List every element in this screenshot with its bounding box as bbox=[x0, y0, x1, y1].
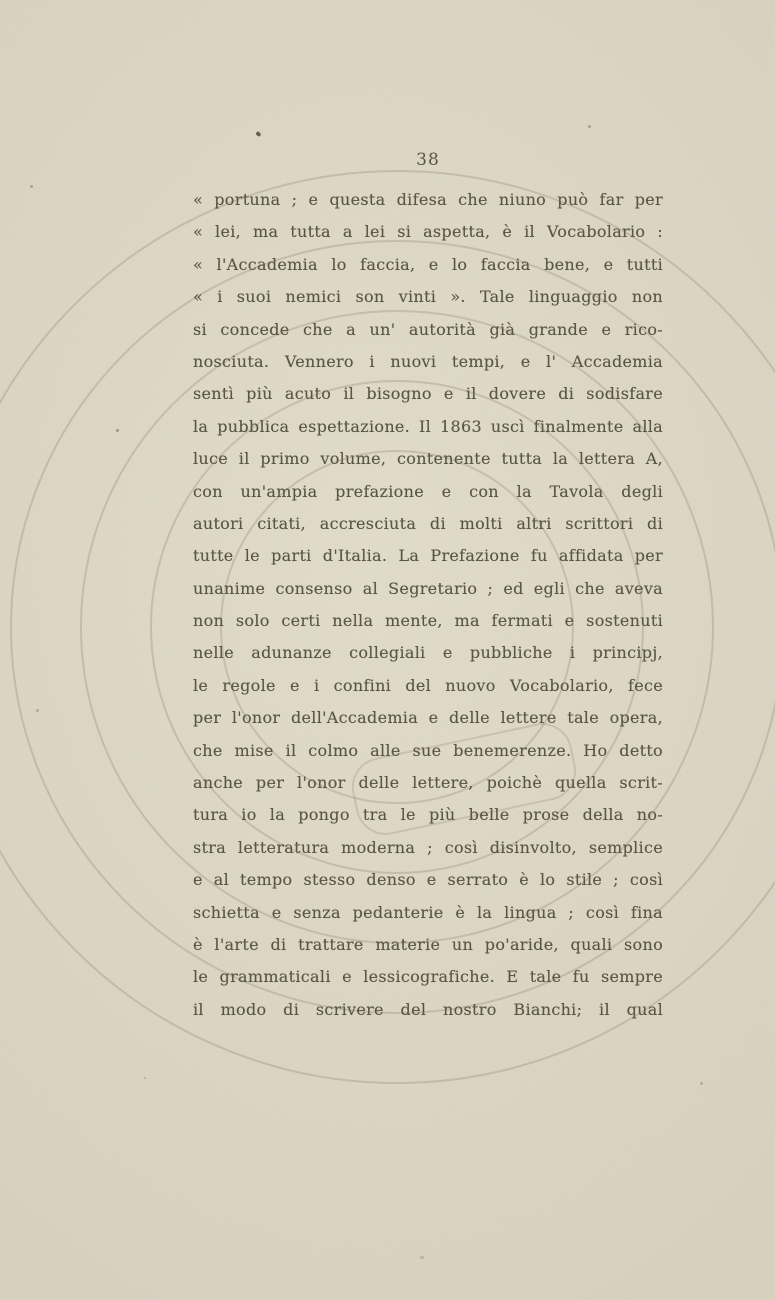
text-line: « portuna ; e questa difesa che niuno può far per bbox=[193, 190, 663, 209]
text-line: con un'ampia prefazione e con la Tavola degli bbox=[193, 481, 663, 501]
text-line: « l'Accademia lo faccia, e lo faccia bene, e tutti bbox=[193, 254, 663, 274]
text-line: autori citati, accresciuta di molti altri scrittori di bbox=[193, 513, 663, 533]
text-line: che mise il colmo alle sue benemerenze. Ho detto bbox=[193, 740, 663, 760]
page-number: 38 bbox=[416, 150, 440, 170]
ink-speck bbox=[700, 1082, 703, 1085]
text-line: la pubblica espettazione. Il 1863 uscì finalmente alla bbox=[193, 416, 663, 436]
text-line: nelle adunanze collegiali e pubbliche i principj, bbox=[193, 643, 663, 663]
text-line: le grammaticali e lessicografiche. E tale fu sempre bbox=[193, 967, 663, 987]
text-line: il modo di scrivere del nostro Bianchi; il qual bbox=[193, 999, 663, 1019]
ink-speck bbox=[36, 709, 39, 712]
text-line: anche per l'onor delle lettere, poichè quella scrit- bbox=[193, 773, 663, 793]
text-line: e al tempo stesso denso e serrato è lo stile ; così bbox=[193, 870, 663, 890]
ink-speck bbox=[588, 125, 591, 128]
text-line: nosciuta. Vennero i nuovi tempi, e l' Accademia bbox=[193, 351, 663, 371]
text-line: « i suoi nemici son vinti ». Tale linguaggio non bbox=[193, 287, 663, 307]
page-text bbox=[193, 184, 663, 1026]
ink-speck bbox=[420, 1256, 424, 1259]
text-line: unanime consenso al Segretario ; ed egli che aveva bbox=[193, 578, 663, 598]
text-line: luce il primo volume, contenente tutta la lettera A, bbox=[193, 449, 663, 469]
text-line: non solo certi nella mente, ma fermati e sostenuti bbox=[193, 611, 663, 631]
text-line: si concede che a un' autorità già grande e rico- bbox=[193, 319, 663, 339]
text-line: « lei, ma tutta a lei si aspetta, è il Vocabolario : bbox=[193, 222, 663, 242]
text-line: tura io la pongo tra le più belle prose della no- bbox=[193, 805, 663, 825]
text-line: tutte le parti d'Italia. La Prefazione fu affidata per bbox=[193, 546, 663, 566]
text-line: stra letteratura moderna ; così disinvolto, semplice bbox=[193, 837, 663, 857]
text-line: le regole e i confini del nuovo Vocabolario, fece bbox=[193, 675, 663, 695]
text-line: sentì più acuto il bisogno e il dovere di sodisfare bbox=[193, 384, 663, 404]
ink-speck bbox=[30, 185, 33, 188]
text-line: per l'onor dell'Accademia e delle lettere tale opera, bbox=[193, 708, 663, 728]
text-line: è l'arte di trattare materie un po'aride, quali sono bbox=[193, 934, 663, 954]
ink-speck bbox=[255, 131, 261, 137]
ink-speck bbox=[144, 1077, 146, 1079]
ink-speck bbox=[116, 429, 119, 432]
text-line: schietta e senza pedanterie è la lingua ; così fina bbox=[193, 902, 663, 922]
